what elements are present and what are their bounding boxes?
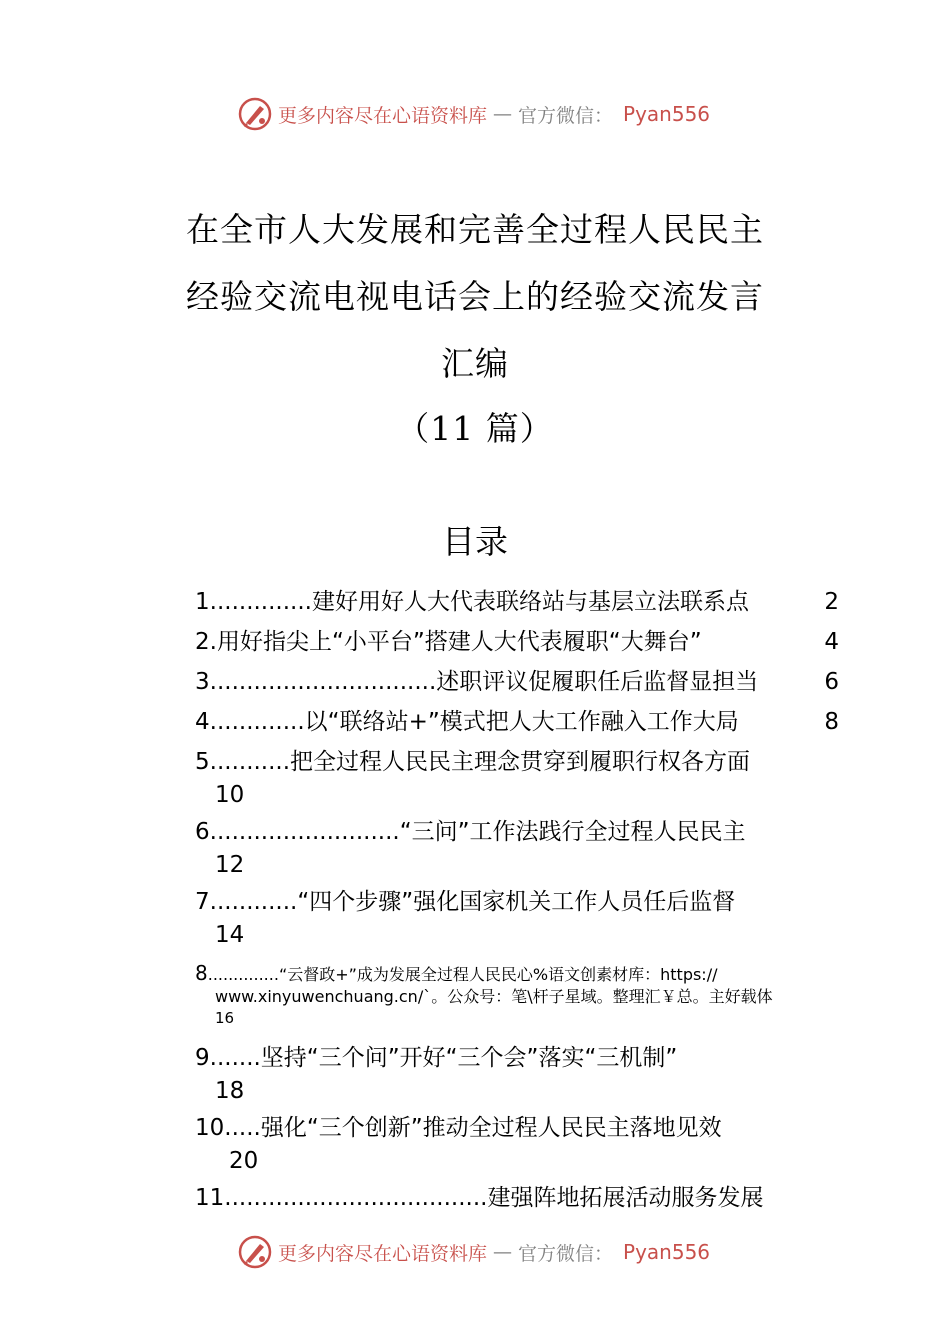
- toc-entry-page: 10: [215, 782, 245, 808]
- table-of-contents: [195, 582, 845, 1218]
- toc-entry-page: 18: [215, 1078, 245, 1104]
- toc-entry-page: 6: [824, 669, 839, 695]
- toc-entry[interactable]: [195, 662, 845, 702]
- toc-entry-text: 9.......坚持“三个问”开好“三个会”落实“三机制”: [195, 1045, 678, 1071]
- toc-entry-page: 20: [229, 1148, 259, 1174]
- header-banner: [238, 94, 710, 134]
- banner-text: 更多内容尽在心语资料库: [278, 104, 488, 127]
- banner-dash: —: [493, 1241, 513, 1263]
- toc-entry-dots: ..............: [207, 965, 279, 984]
- toc-entry-text-continued: www.xinyuwenchuang.cn/`。公众号：笔\杆子星域。整理汇￥总。主好载体: [215, 987, 773, 1006]
- toc-heading: 目录: [442, 522, 508, 561]
- toc-entry[interactable]: [195, 812, 845, 882]
- banner-text: 更多内容尽在心语资料库: [278, 1242, 488, 1265]
- toc-entry-page: 14: [215, 922, 245, 948]
- toc-entry[interactable]: [195, 960, 845, 1030]
- doc-title-line-4: （11 篇）: [396, 409, 554, 448]
- doc-title-line-1: 在全市人大发展和完善全过程人民民主: [186, 210, 764, 249]
- toc-entry-page: 4: [824, 629, 839, 655]
- toc-entry-number: 8: [195, 961, 208, 985]
- toc-entry-text: 3...............................述职评议促履职任后监督显担当: [195, 669, 759, 695]
- toc-entry[interactable]: [195, 1178, 845, 1218]
- toc-entry[interactable]: [195, 882, 845, 952]
- toc-entry[interactable]: [195, 702, 845, 742]
- toc-entry-text: 2.用好指尖上“小平台”搭建人大代表履职“大舞台”: [195, 629, 702, 655]
- toc-entry[interactable]: [195, 622, 845, 662]
- banner-dash: —: [493, 103, 513, 125]
- footer-banner: [238, 1232, 710, 1272]
- toc-entry-text: 1..............建好用好人大代表联络站与基层立法联系点: [195, 589, 749, 615]
- toc-entry-text: “云督政+”成为发展全过程人民民心%语文创素材库：https://: [278, 965, 718, 984]
- toc-entry[interactable]: [195, 1108, 845, 1178]
- toc-entry-text: 11....................................建强阵地拓展活动服务发展: [195, 1185, 764, 1211]
- banner-label: 官方微信：: [518, 104, 614, 127]
- toc-entry-text: 4.............以“联络站+”模式把人大工作融入工作大局: [195, 709, 739, 735]
- toc-entry-page: 2: [824, 589, 839, 615]
- toc-entry[interactable]: [195, 1038, 845, 1108]
- banner-wechat-id: Pyan556: [623, 1240, 711, 1264]
- pen-logo-icon: [238, 97, 272, 131]
- banner-label: 官方微信：: [518, 1242, 614, 1265]
- toc-entry-page: 16: [215, 1009, 235, 1027]
- banner-wechat-id: Pyan556: [623, 102, 711, 126]
- doc-title-line-2: 经验交流电视电话会上的经验交流发言: [186, 277, 764, 316]
- toc-entry-page: 12: [215, 852, 245, 878]
- pen-logo-icon: [238, 1235, 272, 1269]
- toc-entry-text: 7............“四个步骤”强化国家机关工作人员任后监督: [195, 889, 736, 915]
- toc-entry-text: 10.....强化“三个创新”推动全过程人民民主落地见效: [195, 1115, 722, 1141]
- toc-entry[interactable]: [195, 582, 845, 622]
- doc-title-line-3: 汇编: [441, 344, 509, 383]
- toc-entry-page: 8: [824, 709, 839, 735]
- toc-entry[interactable]: [195, 742, 845, 812]
- toc-entry-text: 6..........................“三问”工作法践行全过程人民民主: [195, 819, 746, 845]
- toc-entry-text: 5...........把全过程人民民主理念贯穿到履职行权各方面: [195, 749, 751, 775]
